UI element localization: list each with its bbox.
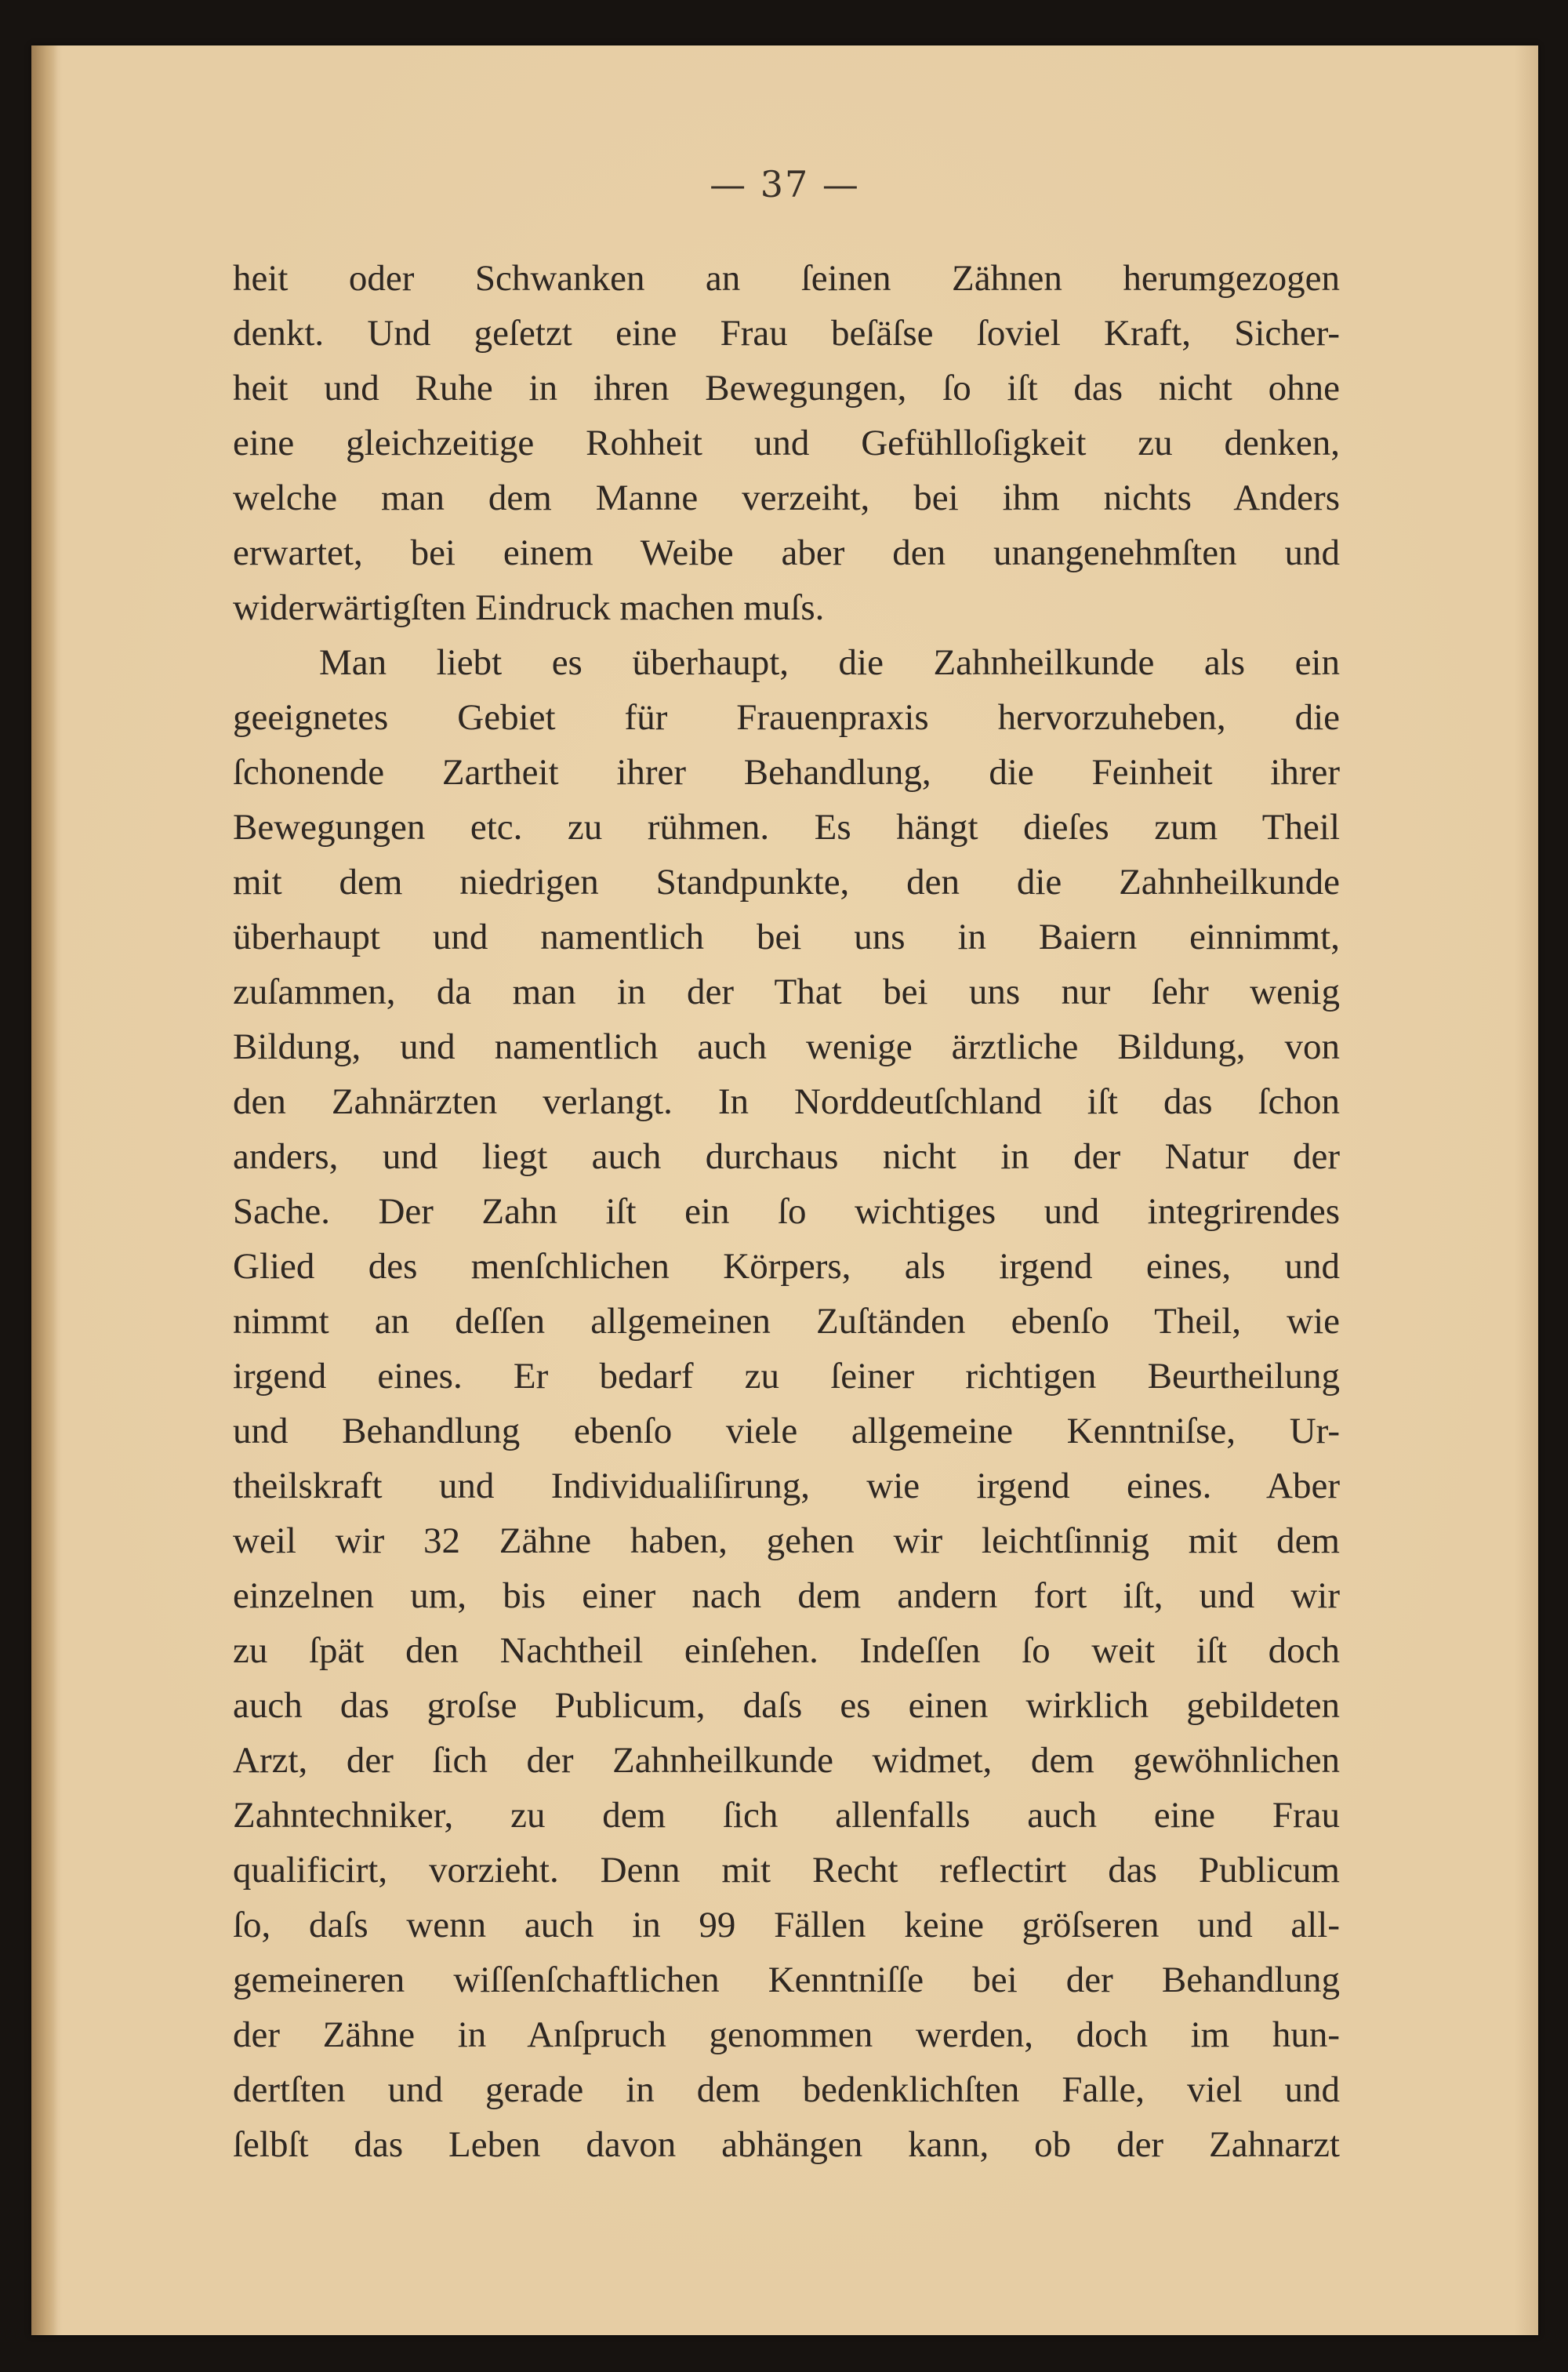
text-line: dertſten und gerade in dem bedenklichſten Falle, viel und [233,2069,1340,2110]
text-line: auch das groſse Publicum, daſs es einen wirklich gebildeten [233,1685,1340,1726]
text-line: einzelnen um, bis einer nach dem andern fort iſt, und wir [233,1575,1340,1616]
text-line: theilskraft und Individualiſirung, wie irgend eines. Aber [233,1466,1340,1506]
text-line: Arzt, der ſich der Zahnheilkunde widmet, dem gewöhnlichen [233,1740,1340,1781]
text-line: irgend eines. Er bedarf zu ſeiner richtigen Beurtheilung [233,1356,1340,1397]
text-line: heit und Ruhe in ihren Bewegungen, ſo iſt das nicht ohne [233,368,1340,409]
text-line: welche man dem Manne verzeiht, bei ihm nichts Anders [233,478,1340,518]
text-line: nimmt an deſſen allgemeinen Zuſtänden ebenſo Theil, wie [233,1301,1340,1342]
page-number: — 37 — [710,163,860,205]
text-line: heit oder Schwanken an ſeinen Zähnen herumgezogen [233,258,1340,299]
text-line: gemeineren wiſſenſchaftlichen Kenntniſſe bei der Behandlung [233,1960,1340,2000]
text-line: der Zähne in Anſpruch genommen werden, doch im hun- [233,2014,1340,2055]
text-line: ſelbſt das Leben davon abhängen kann, ob der Zahnarzt [233,2124,1340,2165]
page-gutter-shadow [31,45,58,2335]
text-line: weil wir 32 Zähne haben, gehen wir leichtſinnig mit dem [233,1520,1340,1561]
text-line: ſo, daſs wenn auch in 99 Fällen keine gröſseren und all- [233,1905,1340,1945]
body-text [233,251,1340,2172]
text-line: denkt. Und geſetzt eine Frau beſäſse ſoviel Kraft, Sicher- [233,313,1340,354]
text-line: Bildung, und namentlich auch wenige ärztliche Bildung, von [233,1026,1340,1067]
text-line: ſchonende Zartheit ihrer Behandlung, die Feinheit ihrer [233,752,1340,793]
text-line: widerwärtigſten Eindruck machen muſs. [233,587,825,628]
text-line: Bewegungen etc. zu rühmen. Es hängt dieſes zum Theil [233,807,1340,848]
text-line: eine gleichzeitige Rohheit und Gefühlloſigkeit zu denken, [233,423,1340,463]
text-line: Glied des menſchlichen Körpers, als irgend eines, und [233,1246,1340,1287]
text-line: Sache. Der Zahn iſt ein ſo wichtiges und integrirendes [233,1191,1340,1232]
text-line: mit dem niedrigen Standpunkte, den die Zahnheilkunde [233,862,1340,903]
text-line: den Zahnärzten verlangt. In Norddeutſchland iſt das ſchon [233,1081,1340,1122]
text-line: erwartet, bei einem Weibe aber den unangenehmſten und [233,532,1340,573]
text-line: überhaupt und namentlich bei uns in Baiern einnimmt, [233,917,1340,957]
paragraph-start-line: Man liebt es überhaupt, die Zahnheilkunde als ein [319,642,1340,683]
text-line: anders, und liegt auch durchaus nicht in der Natur der [233,1136,1340,1177]
book-page [31,45,1538,2335]
text-line: Zahntechniker, zu dem ſich allenfalls auch eine Frau [233,1795,1340,1836]
text-line: qualificirt, vorzieht. Denn mit Recht reflectirt das Publicum [233,1850,1340,1891]
text-line: zuſammen, da man in der That bei uns nur ſehr wenig [233,972,1340,1012]
text-line: zu ſpät den Nachtheil einſehen. Indeſſen ſo weit iſt doch [233,1630,1340,1671]
text-line: und Behandlung ebenſo viele allgemeine Kenntniſse, Ur- [233,1411,1340,1451]
text-line: geeignetes Gebiet für Frauenpraxis hervorzuheben, die [233,697,1340,738]
